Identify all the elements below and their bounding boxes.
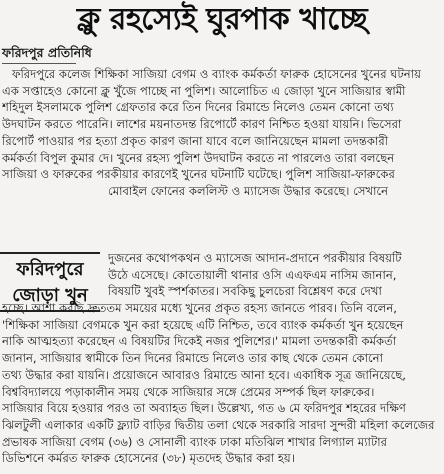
- body-line: বিষয়টি খুবই স্পর্শকাতর। সবকিছু চুলচেরা বিশ্লেষণ করে দেখা: [108, 284, 382, 299]
- body-line: প্রভাষক সাজিয়া বেগম (৩৬) ও সোনালী ব্যাংক ঢাকা মতিঝিল শাখার লিগ্যাল ম্যাটার: [2, 434, 387, 449]
- body-line: ডিভিশনে কর্মরত ফারুক হোসেনের (৩৮) মৃতদেহ উদ্ধার করা হয়।: [2, 451, 295, 466]
- dateline: ফরিদপুর প্রতিনিধি: [2, 45, 92, 60]
- body-line: 'শিক্ষিকা সাজিয়া বেগমকে খুন করা হয়েছে এটি নিশ্চিত, তবে ব্যাংক কর্মকর্তা খুন হয়েছেন: [2, 317, 404, 332]
- body-line: বিশ্ববিদ্যালয়ে পড়াকালীন সময় থেকে সাজিয়ার সঙ্গে প্রেমের সম্পর্ক ছিল ফারুকের।: [2, 384, 375, 399]
- callout-line-2: জোড়া খুন: [12, 285, 88, 306]
- body-line: হচ্ছে। আশা করছি দ্রুততম সময়ের মধ্যে খুনের প্রকৃত রহস্য জানতে পারব। তিনি বলেন,: [2, 301, 397, 315]
- article-body-wrap: [108, 250, 442, 300]
- body-line: কর্মকর্তা বিপুল কুমার দে। খুনের রহস্য পুলিশ উদঘাটন করতে না পারলেও তারা বলছেন: [2, 150, 395, 165]
- body-line: এক সপ্তাহেও কোনো ক্লু খুঁজে পাচ্ছে না পুলিশ। আলোচিত এ জোড়া খুনে সাজিয়ার স্বামী: [2, 83, 406, 98]
- body-line: রিপোর্ট পাওয়ার পর হত্যা প্রকৃত কারণ জানা যাবে বলে জানিয়েছেন মামলা তদন্তকারী: [2, 133, 389, 148]
- body-line: ঝিলটুলী এলাকার একটি ফ্ল্যাট বাড়ির দ্বিতীয় তলা থেকে সরকারি সারদা সুন্দরী মহিলা কলেজের: [2, 417, 435, 432]
- body-line: উদঘাটন করতে পারেনি। লাশের ময়নাতদন্ত রিপোর্টে কারণ নিশ্চিত হওয়া যায়নি। ভিসেরা: [2, 117, 402, 132]
- article-body-bottom: [2, 300, 442, 467]
- body-line: মোবাইল ফোনের কললিস্ট ও ম্যাসেজ উদ্ধার করেছে। সেখানে: [108, 183, 389, 198]
- headline: ক্লু রহস্যেই ঘুরপাক খাচ্ছে: [76, 2, 368, 37]
- body-line: দুজনের কথোপকথন ও ম্যাসেজ আদান-প্রদানে পরকীয়ার বিষয়টি: [108, 251, 402, 265]
- body-line: নাকি আত্মহত্যা করেছেন এ বিষয়টির দিকেই নজর পুলিশের।' মামলা তদন্তকারী কর্মকর্তা: [2, 334, 397, 349]
- body-line: জানান, সাজিয়ার স্বামীকে তিন দিনের রিমান্ডে নিলেও তার কাছ থেকে তেমন কোনো: [2, 351, 383, 366]
- article-body-top: [2, 66, 442, 200]
- body-line: শহিদুল ইসলামকে পুলিশ গ্রেফতার করে তিন দিনের রিমান্ডে নিলেও তেমন কোনো তথ্য: [2, 100, 394, 115]
- body-line: উঠে এসেছে। কোতোয়ালী থানার ওসি এএফএম নাসিম জানান,: [108, 267, 397, 282]
- callout-line-1: ফরিদপুরে: [16, 259, 84, 280]
- body-line: ফরিদপুরে কলেজ শিক্ষিকা সাজিয়া বেগম ও ব্যাংক কর্মকর্তা ফারুক হোসেনের খুনের ঘটনায়: [12, 67, 421, 81]
- body-line: তথ্য উদ্ধার করা যায়নি। প্রয়োজনে আবারও রিমান্ডে আনা হবে। একাধিক সূত্র জানিয়েছে,: [2, 367, 406, 382]
- body-line: সাজিয়ার বিয়ে হওয়ার পরও তা অব্যাহত ছিল। উল্লেখ্য, গত ৬ মে ফরিদপুর শহরের দক্ষিণ: [2, 401, 406, 416]
- dateline-underline: [2, 63, 76, 64]
- body-line: সাজিয়া ও ফারুকের পরকীয়ার কারণেই খুনের ঘটনাটি ঘটেছে। পুলিশ সাজিয়া-ফারুকের: [2, 167, 395, 182]
